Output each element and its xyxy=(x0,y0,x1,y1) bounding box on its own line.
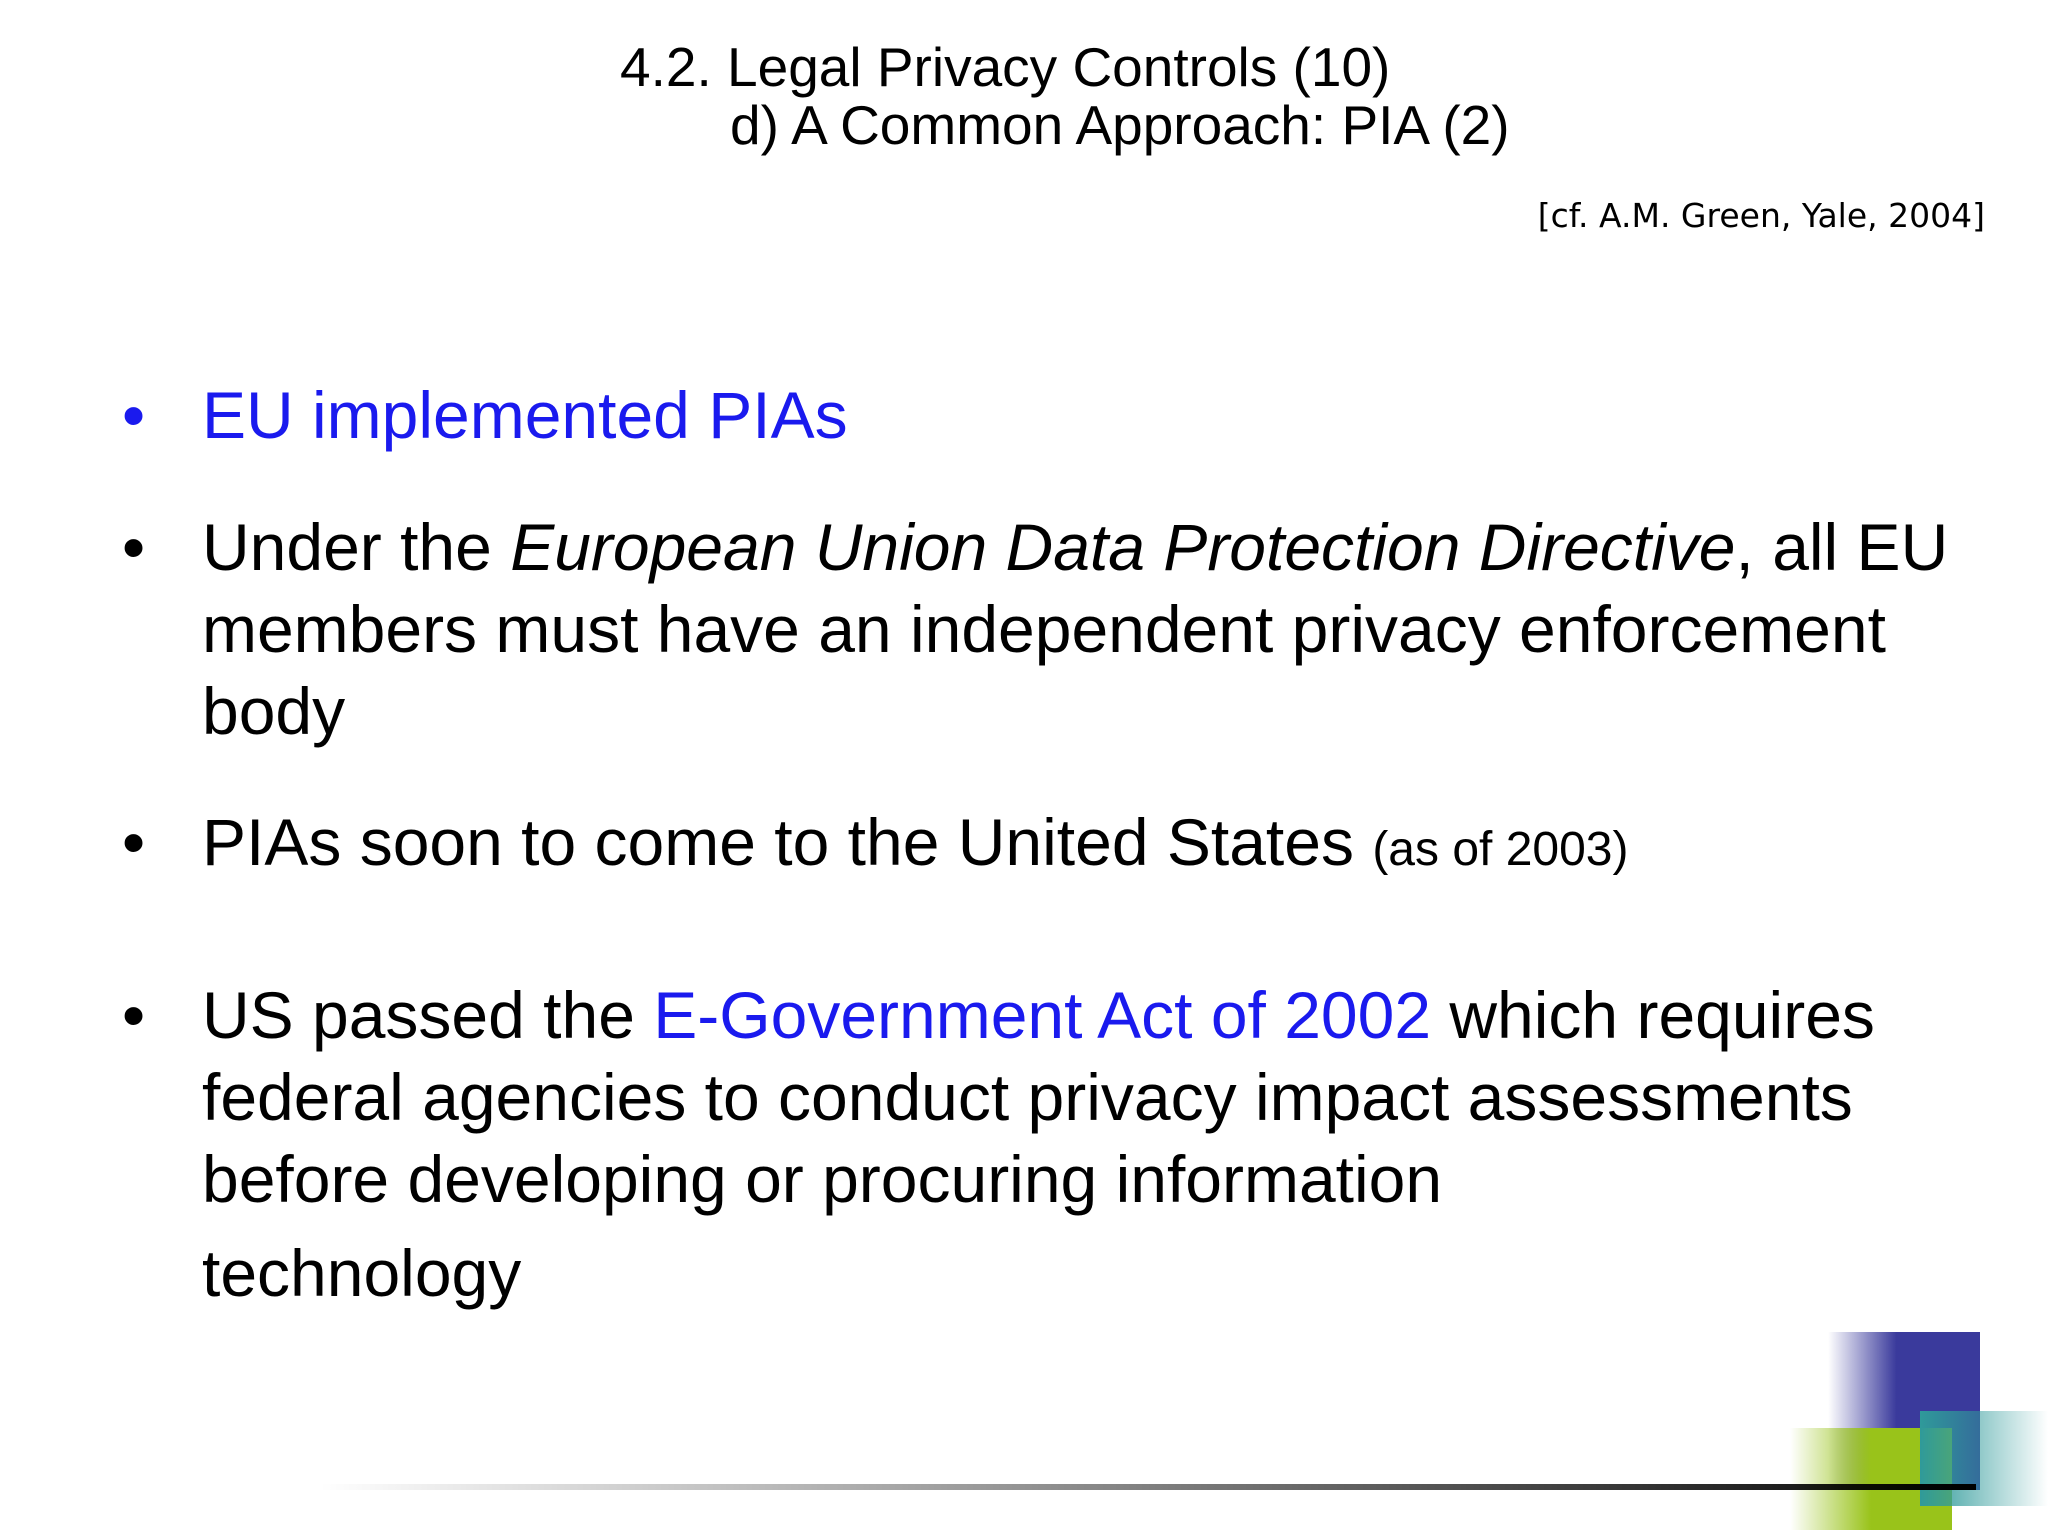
act-name: E-Government Act of 2002 xyxy=(653,978,1432,1052)
deco-navy-square xyxy=(1828,1332,1980,1490)
bullet-item xyxy=(122,374,1962,456)
bullet-text-suffix: , all EU members must have an independent privacy enforcement body xyxy=(202,510,1949,748)
bullet-marker: • xyxy=(122,510,146,584)
bullet-text-prefix: US passed the xyxy=(202,978,654,1052)
bullet-marker: • xyxy=(122,378,146,452)
bullet-text-suffix: which requires federal agencies to conduct privacy impact assessments before developing or procuring information xyxy=(202,978,1875,1216)
directive-name: European Union Data Protection Directive xyxy=(510,510,1736,584)
bullet-marker: • xyxy=(122,805,146,879)
date-note: (as of 2003) xyxy=(1372,823,1629,876)
bullet-text-last-word: technology xyxy=(202,1236,522,1310)
title-line-1: 4.2. Legal Privacy Controls (10) xyxy=(620,36,1391,98)
bullet-text-main: PIAs soon to come to the United States xyxy=(202,805,1373,879)
bullet-text: EU implemented PIAs xyxy=(202,378,848,452)
bullet-item xyxy=(122,974,1962,1314)
citation: [cf. A.M. Green, Yale, 2004] xyxy=(1537,196,1985,235)
bullet-text xyxy=(202,506,1962,752)
deco-bottom-rule xyxy=(320,1484,1976,1490)
bullet-text xyxy=(202,974,1962,1314)
bullet-marker: • xyxy=(122,978,146,1052)
slide-title xyxy=(620,38,1510,154)
bullet-text-prefix: Under the xyxy=(202,510,511,584)
bullet-item xyxy=(122,801,1962,891)
bullet-item xyxy=(122,506,1962,752)
bullet-text xyxy=(202,801,1962,891)
deco-green-square xyxy=(1790,1428,1952,1530)
title-line-2: d) A Common Approach: PIA (2) xyxy=(730,94,1510,156)
deco-teal-square xyxy=(1920,1411,2048,1506)
